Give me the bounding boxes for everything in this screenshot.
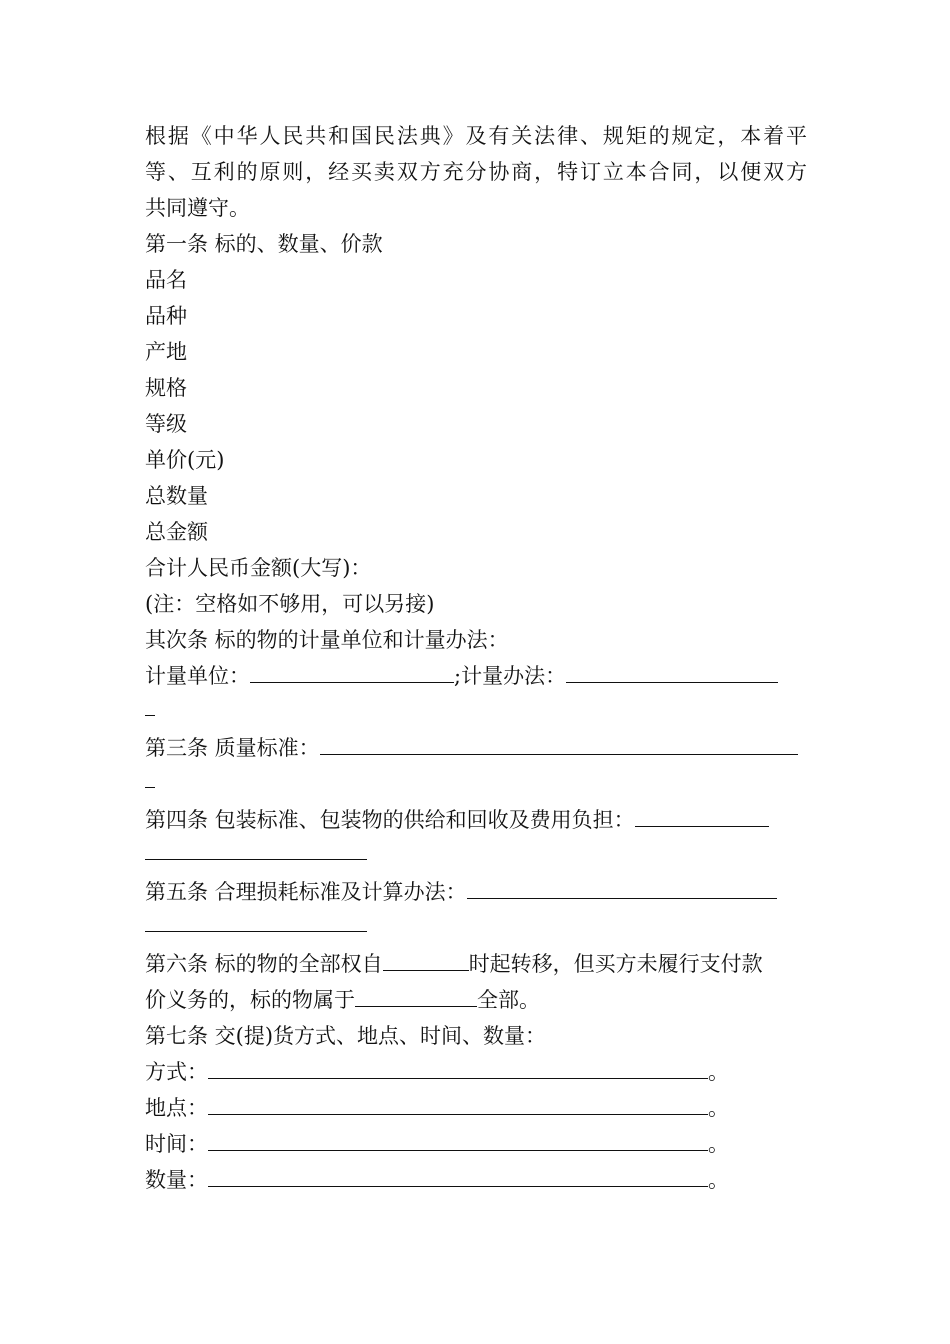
delivery-place-row xyxy=(145,1090,807,1126)
intro-line-1: 根据《中华人民共和国民法典》及有关法律、规矩的规定，本着平 xyxy=(145,124,807,148)
delivery-quantity-label: 数量： xyxy=(145,1168,208,1192)
delivery-method-label: 方式： xyxy=(145,1060,208,1084)
method-blank-continued[interactable] xyxy=(145,691,155,716)
separator: ; xyxy=(454,664,462,688)
delivery-method-blank[interactable] xyxy=(208,1054,708,1079)
unit-blank[interactable] xyxy=(250,658,454,683)
article-5-label: 第五条 合理损耗标准及计算办法： xyxy=(145,880,467,904)
unit-label: 计量单位： xyxy=(145,664,250,688)
article-4-label: 第四条 包装标准、包装物的供给和回收及费用负担： xyxy=(145,808,635,832)
article-7-heading: 第七条 交(提)货方式、地点、时间、数量： xyxy=(145,1024,547,1048)
delivery-time-blank[interactable] xyxy=(208,1126,708,1151)
delivery-time-row xyxy=(145,1126,807,1162)
field-total-amount: 总金额 xyxy=(145,520,208,544)
delivery-quantity-blank[interactable] xyxy=(208,1162,708,1187)
delivery-method-end: 。 xyxy=(708,1060,729,1084)
packaging-blank[interactable] xyxy=(635,802,769,827)
article-3-continuation xyxy=(145,766,807,802)
article-2-heading: 其次条 标的物的计量单位和计量办法： xyxy=(145,628,509,652)
article-5-continuation xyxy=(145,910,807,946)
method-label: 计量办法： xyxy=(461,664,567,688)
field-grade: 等级 xyxy=(145,412,187,436)
article-2-continuation xyxy=(145,694,807,730)
field-product-name: 品名 xyxy=(145,268,187,292)
note-text: (注：空格如不够用，可以另接) xyxy=(145,592,435,616)
delivery-quantity-end: 。 xyxy=(708,1168,729,1192)
quality-standard-blank[interactable] xyxy=(320,730,798,755)
field-origin: 产地 xyxy=(145,340,187,364)
article-2-fields xyxy=(145,658,807,694)
article-6-text-3: 价义务的，标的物属于 xyxy=(145,988,355,1012)
ownership-party-blank[interactable] xyxy=(355,982,477,1007)
article-3-label: 第三条 质量标准： xyxy=(145,736,320,760)
method-blank[interactable] xyxy=(566,658,778,683)
packaging-blank-continued[interactable] xyxy=(145,835,367,860)
article-6-line-2 xyxy=(145,982,807,1018)
article-6-text-4: 全部。 xyxy=(477,988,540,1012)
article-4-continuation xyxy=(145,838,807,874)
loss-standard-blank[interactable] xyxy=(467,874,777,899)
field-total-quantity: 总数量 xyxy=(145,484,208,508)
loss-standard-blank-continued[interactable] xyxy=(145,907,367,932)
article-3 xyxy=(145,730,807,766)
contract-body xyxy=(145,118,807,1198)
delivery-method-row xyxy=(145,1054,807,1090)
delivery-place-blank[interactable] xyxy=(208,1090,708,1115)
delivery-place-end: 。 xyxy=(708,1096,729,1120)
delivery-place-label: 地点： xyxy=(145,1096,208,1120)
field-specification: 规格 xyxy=(145,376,187,400)
field-unit-price: 单价(元) xyxy=(145,448,225,472)
delivery-time-label: 时间： xyxy=(145,1132,208,1156)
total-rmb-label: 合计人民币金额(大写)： xyxy=(145,556,372,580)
article-1-heading: 第一条 标的、数量、价款 xyxy=(145,232,383,256)
ownership-time-blank[interactable] xyxy=(383,946,469,971)
article-5 xyxy=(145,874,807,910)
intro-line-3: 共同遵守。 xyxy=(145,196,250,220)
article-4 xyxy=(145,802,807,838)
field-variety: 品种 xyxy=(145,304,187,328)
delivery-time-end: 。 xyxy=(708,1132,729,1156)
article-6-text-1: 第六条 标的物的全部权自 xyxy=(145,952,383,976)
quality-standard-blank-continued[interactable] xyxy=(145,763,155,788)
intro-line-2: 等、互利的原则，经买卖双方充分协商，特订立本合同，以便双方 xyxy=(145,160,807,184)
article-6-text-2: 时起转移，但买方未履行支付款 xyxy=(468,952,763,976)
delivery-quantity-row xyxy=(145,1162,807,1198)
article-6-line-1 xyxy=(145,946,807,982)
